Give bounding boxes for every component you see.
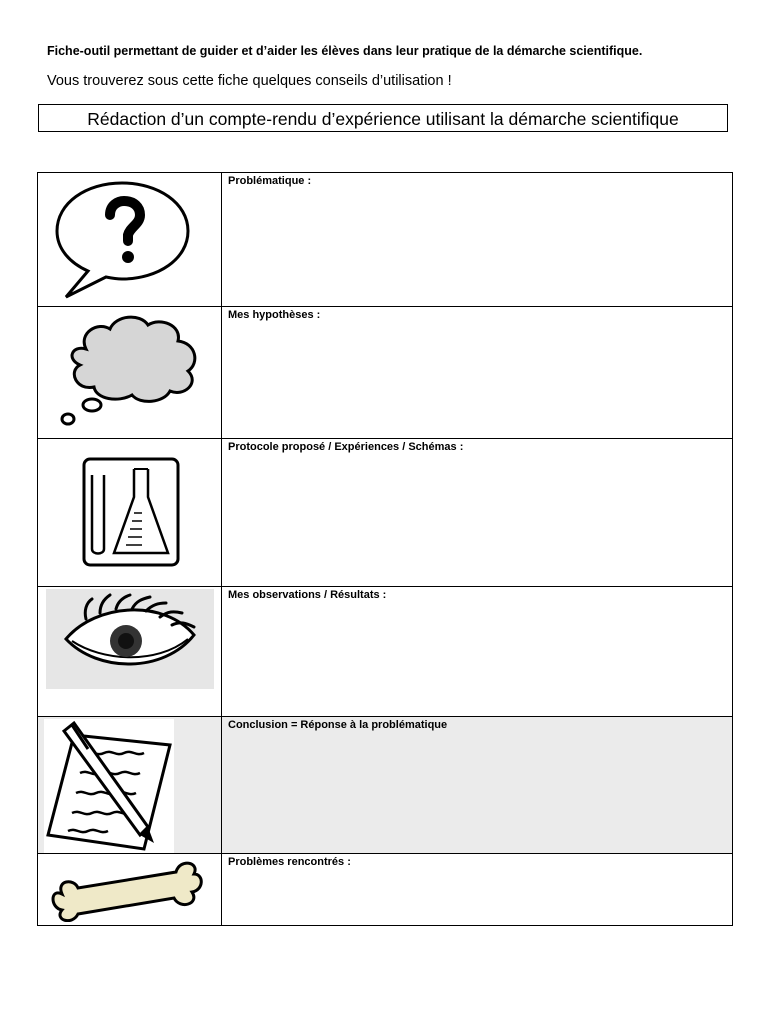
icon-cell <box>38 307 222 439</box>
lab-glassware-icon <box>82 457 182 569</box>
icon-cell <box>38 587 222 717</box>
table-row <box>38 307 733 439</box>
table-row <box>38 854 733 926</box>
thought-cloud-icon <box>56 311 206 433</box>
question-bubble-icon <box>52 177 192 301</box>
worksheet-table <box>37 172 733 926</box>
row-label: Protocole proposé / Expériences / Schémas : <box>222 439 733 587</box>
table-row <box>38 587 733 717</box>
intro-text: Fiche-outil permettant de guider et d’aider les élèves dans leur pratique de la démarche scientifique. <box>47 44 643 58</box>
icon-cell <box>38 439 222 587</box>
row-label: Conclusion = Réponse à la problématique <box>222 717 733 854</box>
row-label: Problématique : <box>222 173 733 307</box>
row-label: Problèmes rencontrés : <box>222 854 733 926</box>
page-title: Rédaction d’un compte-rendu d’expérience utilisant la démarche scientifique <box>38 104 728 132</box>
pen-paper-icon <box>44 719 174 853</box>
table-row <box>38 717 733 854</box>
row-label: Mes hypothèses : <box>222 307 733 439</box>
eye-icon <box>46 589 214 689</box>
icon-cell <box>38 173 222 307</box>
bone-icon <box>44 856 204 922</box>
advice-text: Vous trouverez sous cette fiche quelques conseils d’utilisation ! <box>47 73 452 89</box>
table-row <box>38 439 733 587</box>
row-label: Mes observations / Résultats : <box>222 587 733 717</box>
icon-cell <box>38 854 222 926</box>
icon-cell <box>38 717 222 854</box>
table-row <box>38 173 733 307</box>
